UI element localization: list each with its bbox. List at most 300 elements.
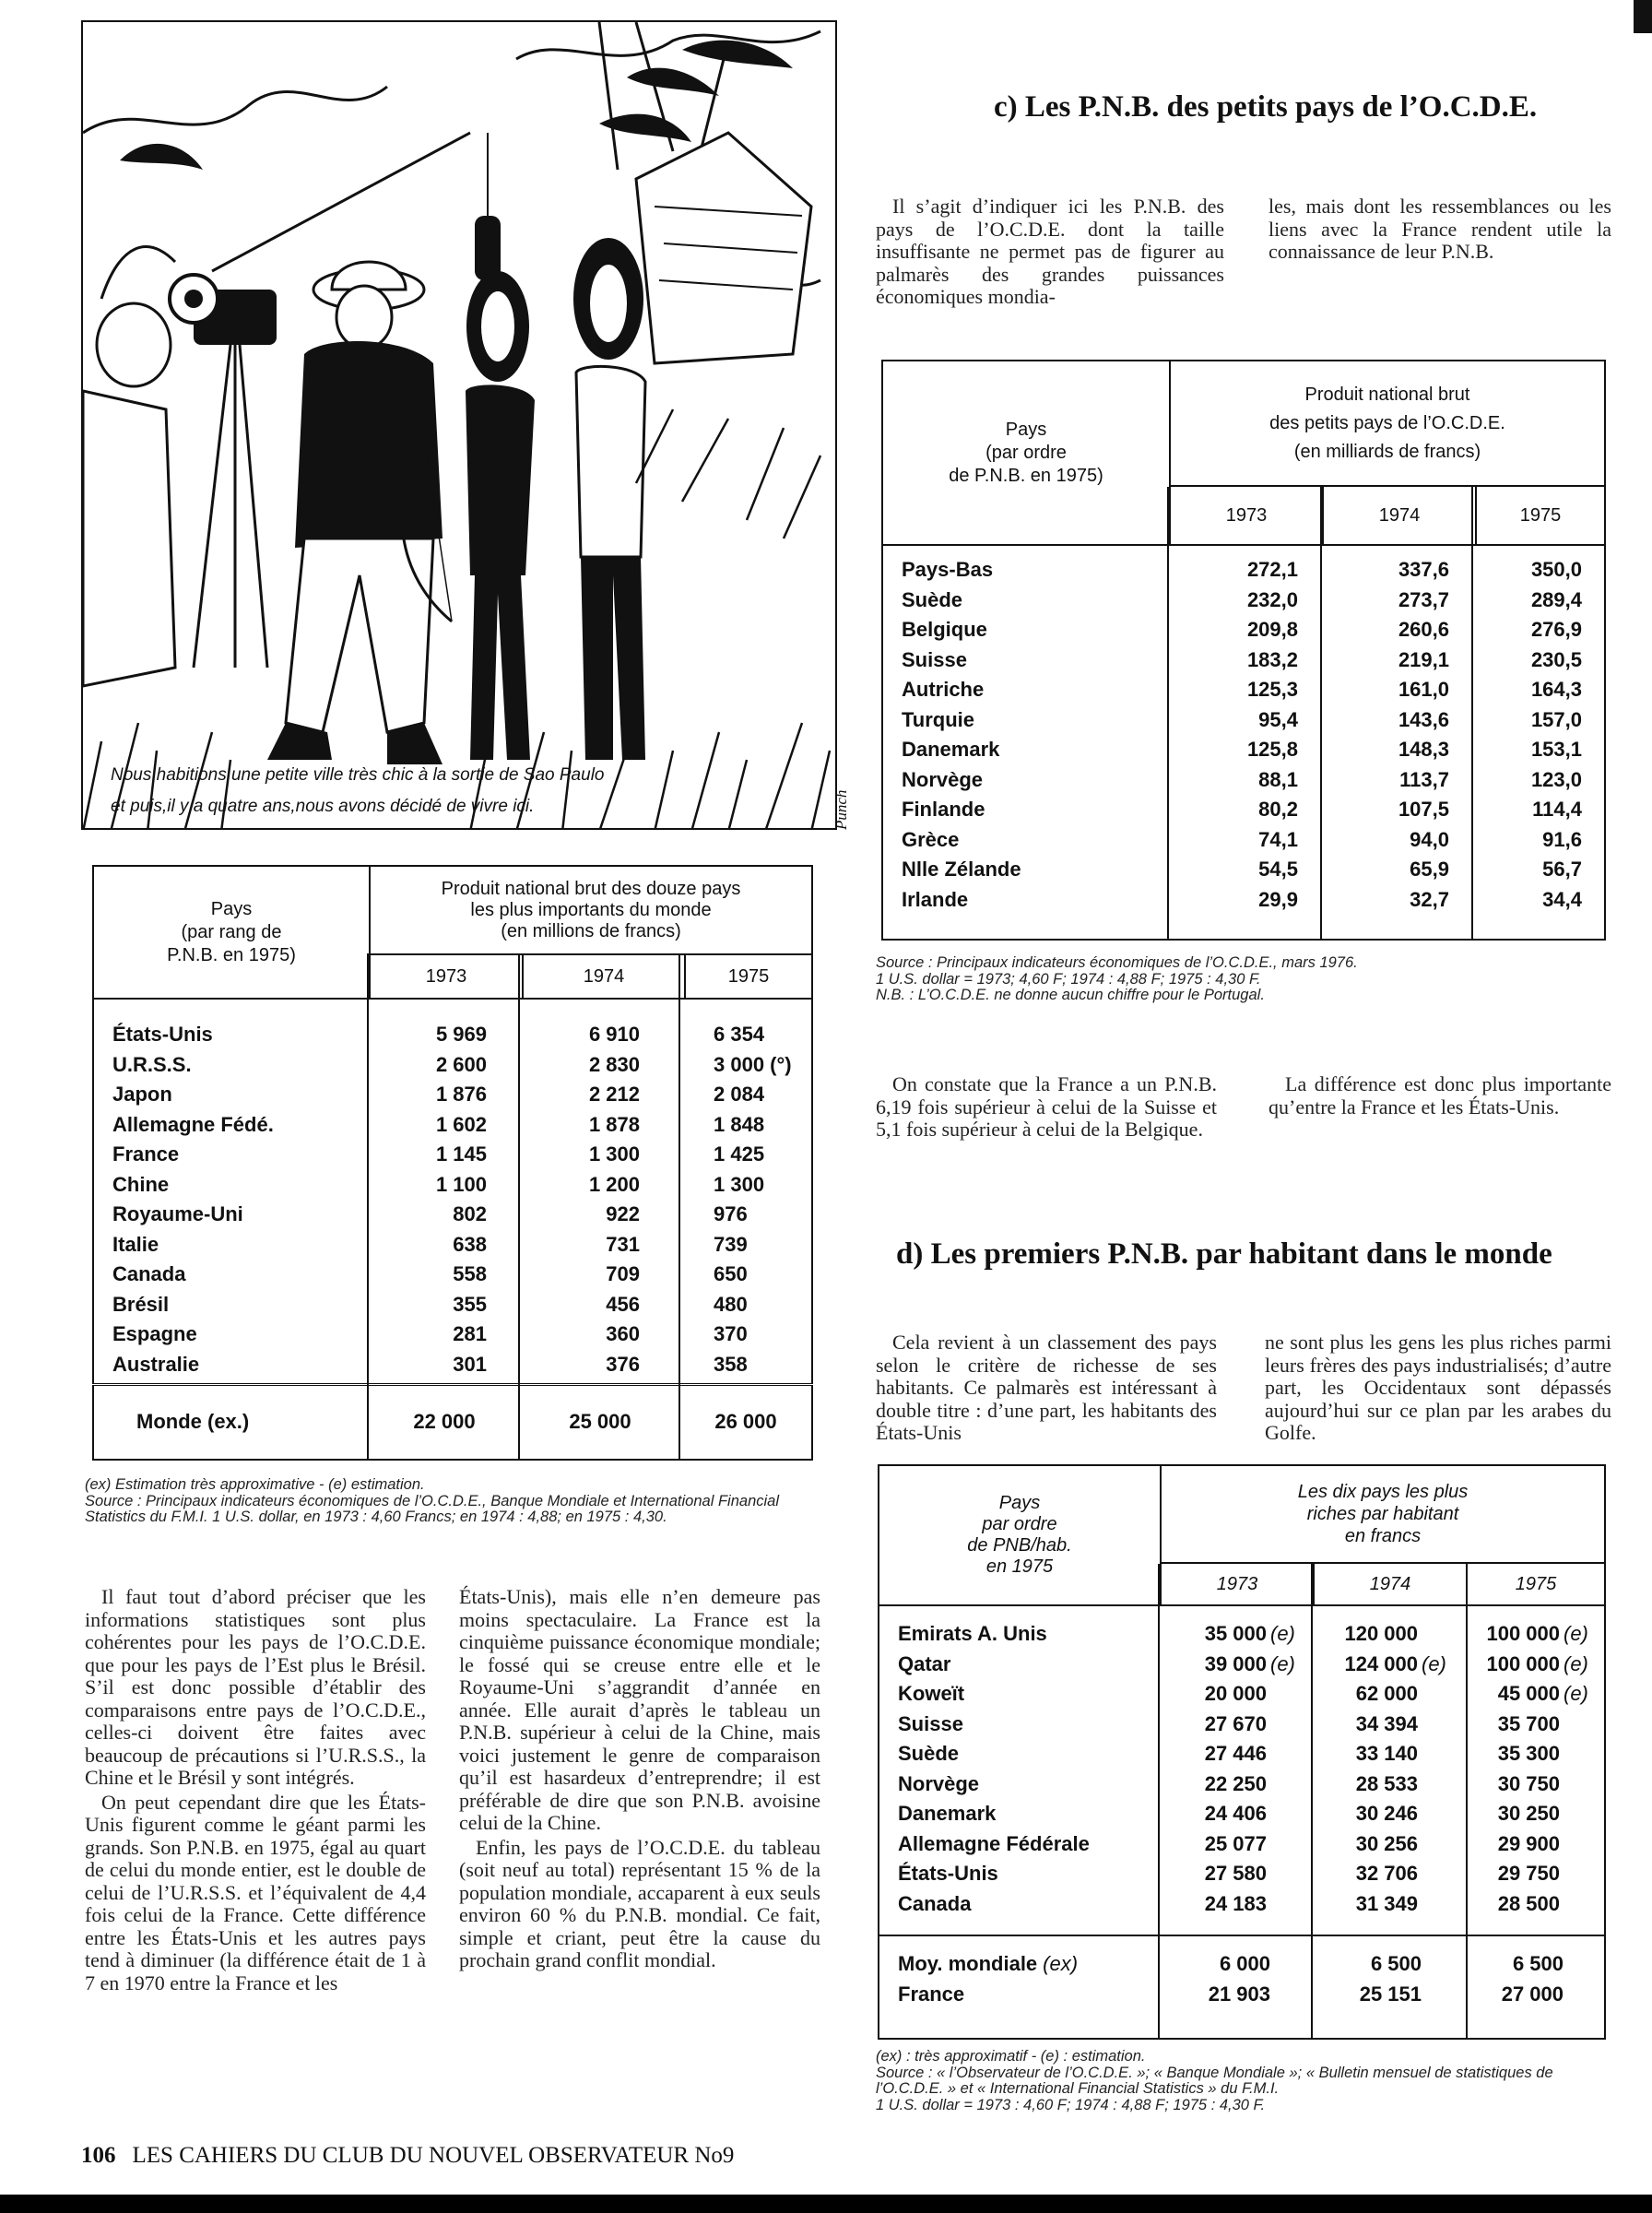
table-big-header-pays-line1: Pays	[210, 898, 253, 919]
table-big-header-pays-line3: P.N.B. en 1975)	[167, 944, 296, 965]
table-big-total-name: Monde (ex.)	[136, 1410, 250, 1433]
table-big-row	[94, 1230, 811, 1260]
scan-corner-mark	[1634, 0, 1652, 33]
section-c-intro-col1-text: Il s’agit d’indiquer ici les P.N.B. des pays de l’O.C.D.E. dont la taille insuffisante ne permet pas de figurer au palmarès des grandes puissances économiques mondia-	[876, 195, 1224, 308]
table-d-row	[879, 1679, 1604, 1710]
table-c-value-1973: 232,0	[1246, 587, 1298, 611]
section-c-heading: c) Les P.N.B. des petits pays de l’O.C.D.E.	[994, 90, 1538, 124]
table-c-value-1973: 29,9	[1258, 887, 1298, 911]
table-big-row	[94, 1260, 811, 1290]
table-d-row	[879, 1650, 1604, 1680]
table-c-row	[883, 705, 1604, 736]
table-c-header-title-line3: (en milliards de francs)	[1293, 441, 1481, 462]
table-c-value-1973: 88,1	[1258, 767, 1298, 791]
table-big-value-1973: 281	[453, 1322, 487, 1345]
table-d-estimate-1975: (e)	[1564, 1651, 1588, 1675]
table-c-value-1975: 289,4	[1530, 587, 1582, 611]
section-c-note-source: Source : Principaux indicateurs économiques de l’O.C.D.E., mars 1976.	[876, 954, 1358, 971]
table-d-value-1975	[1462, 1799, 1604, 1829]
table-big-value-1974: 456	[606, 1292, 640, 1316]
cartoon-caption-line2: et puis,il y a quatre ans,nous avons décidé de vivre ici.	[111, 797, 535, 816]
table-c-value-1973: 125,8	[1246, 738, 1298, 761]
table-c-value-1975: 34,4	[1542, 887, 1582, 911]
table-d-row	[879, 1859, 1604, 1889]
table-d-value-1974	[1311, 1889, 1462, 1920]
table-d-number-1973: 20 000	[1204, 1682, 1267, 1705]
table-d-header-title-line2: riches par habitant	[1306, 1504, 1459, 1524]
table-c-header-pays-line1: Pays	[1005, 419, 1047, 440]
table-big-header-pays	[93, 866, 370, 999]
table-c-value-1974: 32,7	[1410, 887, 1449, 911]
table-top12-gnp	[92, 865, 813, 1461]
table-c-row	[883, 765, 1604, 796]
table-c-value-1974: 107,5	[1398, 798, 1449, 821]
table-d-estimate-1973: (e)	[1270, 1622, 1295, 1645]
table-d-value-1974	[1311, 1859, 1462, 1889]
table-d-number-1973: 24 406	[1204, 1802, 1267, 1825]
table-big-row	[94, 1020, 811, 1050]
table-d-divider-3	[1466, 1564, 1468, 2040]
table-c-country: Finlande	[902, 798, 985, 821]
table-c-value-1974: 161,0	[1398, 678, 1449, 701]
table-d-number-1975: 35 300	[1497, 1742, 1560, 1765]
table-big-value-1975: 976	[714, 1202, 748, 1225]
table-c-value-1975: 114,4	[1532, 798, 1582, 821]
table-d-number-1975: 100 000	[1486, 1622, 1560, 1645]
table-d-number-1975: 100 000	[1486, 1651, 1560, 1675]
table-d-row	[879, 1889, 1604, 1920]
table-big-country: Australie	[112, 1352, 200, 1376]
table-c-row	[883, 855, 1604, 885]
table-c-country: Grèce	[902, 827, 960, 851]
table-big-value-1973: 1 876	[435, 1083, 487, 1106]
table-d-value-1975	[1462, 1679, 1604, 1710]
table-big-value-1975: 2 084	[714, 1083, 765, 1106]
table-c-value-1975: 123,0	[1530, 767, 1582, 791]
table-big-country: Brésil	[112, 1292, 170, 1316]
table-big-row	[94, 1050, 811, 1081]
table-big-value-1974: 1 200	[588, 1172, 640, 1196]
table-big-header-title-line3: (en millions de francs)	[501, 920, 681, 941]
table-big-divider-3	[678, 953, 680, 1461]
table-d-country: Emirats A. Unis	[898, 1622, 1047, 1645]
table-d-summary-rows	[879, 1949, 1604, 2009]
table-c-value-1974: 94,0	[1410, 827, 1449, 851]
table-big-country: U.R.S.S.	[112, 1052, 192, 1076]
table-d-body	[879, 1605, 1605, 1935]
table-d-summary-value-1973: 21 903	[1208, 1982, 1270, 2006]
table-d-number-1973: 35 000	[1204, 1622, 1267, 1645]
table-c-country: Danemark	[902, 738, 1000, 761]
table-d-summary-value-1975: 27 000	[1501, 1982, 1564, 2006]
table-big-total-row	[94, 1407, 811, 1438]
table-d-row	[879, 1769, 1604, 1800]
table-c-value-1973: 74,1	[1258, 827, 1298, 851]
table-c-value-1975: 157,0	[1530, 707, 1582, 731]
table-small-oecd-gnp	[881, 360, 1606, 941]
table-c-country: Pays-Bas	[902, 558, 994, 581]
table-d-value-1973	[1160, 1739, 1311, 1769]
table-big-value-1974: 360	[606, 1322, 640, 1345]
section-d-notes	[876, 2049, 1604, 2113]
table-d-row	[879, 1799, 1604, 1829]
table-d-summary-value-1975: 6 500	[1512, 1952, 1564, 1975]
table-big-header-pays-line2: (par rang de	[181, 921, 282, 942]
table-big-total-1973: 22 000	[413, 1410, 476, 1433]
table-c-value-1973: 125,3	[1246, 678, 1298, 701]
table-big-country: France	[112, 1142, 180, 1166]
section-c-note-nb: N.B. : L’O.C.D.E. ne donne aucun chiffre pour le Portugal.	[876, 987, 1265, 1003]
table-c-country: Turquie	[902, 707, 975, 731]
table-d-value-1975	[1462, 1889, 1604, 1920]
cartoon-caption-line1: Nous habitions une petite ville très chic à la sortie de Sao Paulo	[111, 765, 605, 785]
table-big-value-1975: 370	[714, 1322, 748, 1345]
table-d-number-1975: 45 000	[1497, 1682, 1560, 1705]
table-d-number-1974: 62 000	[1355, 1682, 1418, 1705]
table-c-value-1975: 153,1	[1530, 738, 1582, 761]
table-d-divider-2	[1311, 1564, 1313, 2040]
table-d-number-1974: 124 000	[1344, 1651, 1418, 1675]
table-c-value-1974: 143,6	[1398, 707, 1449, 731]
table-d-summary-value-1973: 6 000	[1219, 1952, 1270, 1975]
table-c-row	[883, 675, 1604, 705]
table-big-value-1974: 2 830	[588, 1052, 640, 1076]
table-c-header-title-line2: des petits pays de l’O.C.D.E.	[1269, 412, 1505, 433]
scan-bottom-edge	[0, 2195, 1652, 2213]
table-big-year-1975: 1975	[685, 954, 812, 999]
table-d-number-1975: 29 900	[1497, 1831, 1560, 1855]
table-big-value-1974: 2 212	[588, 1083, 640, 1106]
table-d-header-pays-line1: Pays	[998, 1493, 1041, 1513]
table-d-header-title-line1: Les dix pays les plus	[1297, 1482, 1469, 1502]
table-d-value-1975	[1462, 1619, 1604, 1650]
table-c-country: Suisse	[902, 647, 967, 671]
table-big-value-1974: 6 910	[588, 1023, 640, 1046]
table-d-number-1973: 27 580	[1204, 1862, 1267, 1885]
table-c-year-1975: 1975	[1476, 486, 1605, 545]
table-c-value-1974: 337,6	[1398, 558, 1449, 581]
table-big-country: Royaume-Uni	[112, 1202, 243, 1225]
section-d-heading: d) Les premiers P.N.B. par habitant dans le monde	[896, 1237, 1552, 1271]
table-d-value-1975	[1462, 1710, 1604, 1740]
table-big-header-title-line1: Produit national brut des douze pays	[441, 878, 741, 899]
table-d-country: Koweït	[898, 1682, 965, 1705]
table-d-number-1973: 27 670	[1204, 1711, 1267, 1735]
section-d-intro-col2	[1265, 1331, 1611, 1445]
table-d-value-1973	[1160, 1859, 1311, 1889]
table-big-value-1975: 480	[714, 1292, 748, 1316]
table-d-summary-suffix: (ex)	[1043, 1952, 1079, 1975]
table-big-divider-2	[518, 953, 520, 1461]
section-d-intro-col1	[876, 1331, 1217, 1445]
table-big-value-1974: 1 300	[588, 1142, 640, 1166]
table-big-country: Espagne	[112, 1322, 197, 1345]
section-c-note-dollar: 1 U.S. dollar = 1973; 4,60 F; 1974 : 4,88 F; 1975 : 4,30 F.	[876, 970, 1261, 988]
table-c-body	[882, 545, 1605, 940]
table-d-year-1973: 1973	[1161, 1563, 1314, 1605]
table-d-number-1974: 120 000	[1344, 1622, 1418, 1645]
big-table-note-source: Source : Principaux indicateurs économiques de l’O.C.D.E., Banque Mondiale et International Financial Statistics du F.M.I. 1 U.S. dollar, en 1973 : 4,60 Francs; en 1974 : 4,88; en 1975 : 4,30.	[85, 1492, 779, 1525]
section-d-note-source: Source : « l’Observateur de l’O.C.D.E. »; « Banque Mondiale »; « Bulletin mensuel de statistiques de l’O.C.D.E. » et « International Financial Statistics » du F.M.I.	[876, 2064, 1553, 2097]
table-big-row	[94, 1290, 811, 1320]
table-d-value-1975	[1462, 1769, 1604, 1800]
table-d-country: Danemark	[898, 1802, 997, 1825]
table-d-year-1974: 1974	[1314, 1563, 1467, 1605]
table-c-value-1973: 95,4	[1258, 707, 1298, 731]
table-big-value-1973: 802	[453, 1202, 487, 1225]
table-big-country: Canada	[112, 1262, 186, 1285]
table-c-row	[883, 615, 1604, 645]
table-c-value-1973: 80,2	[1258, 798, 1298, 821]
big-table-notes	[85, 1477, 822, 1526]
section-c-after-col1	[876, 1073, 1217, 1142]
table-big-value-1974: 922	[606, 1202, 640, 1225]
table-c-value-1975: 230,5	[1530, 647, 1582, 671]
table-d-country: États-Unis	[898, 1862, 998, 1885]
table-big-row	[94, 1080, 811, 1110]
table-d-value-1973	[1160, 1889, 1311, 1920]
table-d-value-1974	[1311, 1679, 1462, 1710]
table-big-value-1973: 301	[453, 1352, 487, 1376]
section-c-notes	[876, 955, 1576, 1004]
table-c-value-1973: 54,5	[1258, 858, 1298, 881]
table-c-country: Belgique	[902, 618, 987, 641]
table-d-value-1974	[1311, 1769, 1462, 1800]
table-c-value-1975: 56,7	[1542, 858, 1582, 881]
table-d-value-1973	[1160, 1650, 1311, 1680]
table-d-country: Allemagne Fédérale	[898, 1831, 1090, 1855]
table-big-value-1974: 376	[606, 1352, 640, 1376]
table-d-country: Canada	[898, 1891, 972, 1915]
table-c-year-1973: 1973	[1170, 486, 1323, 545]
table-big-value-1973: 1 100	[435, 1172, 487, 1196]
table-big-value-1973: 1 602	[435, 1112, 487, 1136]
table-d-number-1974: 28 533	[1355, 1771, 1418, 1795]
table-d-country: Qatar	[898, 1651, 951, 1675]
table-big-row	[94, 1140, 811, 1170]
page-footer	[81, 2143, 734, 2169]
table-d-estimate-1975: (e)	[1564, 1682, 1588, 1705]
table-c-country: Irlande	[902, 887, 969, 911]
section-d-note-dollar: 1 U.S. dollar = 1973 : 4,60 F; 1974 : 4,88 F; 1975 : 4,30 F.	[876, 2096, 1266, 2113]
table-d-summary-name-cell	[879, 1949, 1160, 1980]
table-c-country: Norvège	[902, 767, 984, 791]
table-c-header-pays	[882, 361, 1170, 545]
table-d-summary-value-1974: 25 151	[1359, 1982, 1422, 2006]
table-d-header-pays	[879, 1465, 1161, 1605]
table-d-summary-name-cell	[879, 1980, 1160, 2010]
table-d-number-1975: 30 750	[1497, 1771, 1560, 1795]
table-d-header-pays-line3: de PNB/hab.	[967, 1535, 1072, 1556]
table-c-country: Suède	[902, 587, 963, 611]
table-c-value-1974: 65,9	[1410, 858, 1449, 881]
section-d-intro-col1-text: Cela revient à un classement des pays selon le critère de richesse de ses habitants. Ce palmarès est intéressant à double titre : d’une part, les habitants des États-Unis	[876, 1331, 1217, 1444]
section-c-after-col2-text: La différence est donc plus importante qu’entre la France et les États-Unis.	[1268, 1072, 1611, 1118]
section-d-intro-col2-text: ne sont plus les gens les plus riches parmi leurs frères des pays industrialisés; d’autre part, les Occidentaux sont dépassés aujourd’hui sur ce plan par les arabes du Golfe.	[1265, 1331, 1611, 1444]
table-d-divider-1	[1158, 1564, 1160, 2040]
table-c-country: Autriche	[902, 678, 985, 701]
table-c-row	[883, 645, 1604, 676]
table-c-year-1974: 1974	[1323, 486, 1476, 545]
table-c-header-title-line1: Produit national brut	[1304, 384, 1470, 405]
table-big-row	[94, 1110, 811, 1141]
table-c-country: Nlle Zélande	[902, 858, 1021, 881]
table-big-total-1974: 25 000	[569, 1410, 631, 1433]
table-d-country: Norvège	[898, 1771, 980, 1795]
left-text-col1-p1: Il faut tout d’abord préciser que les informations statistiques sont plus cohérentes pour les pays de l’O.C.D.E. que pour les pays de l’Est plus le Brésil. S’il est donc possible d’établir des comparaisons entre pays de l’O.C.D.E., celles-ci doivent être faites avec beaucoup de précautions si l’U.R.S.S., la Chine et le Brésil y sont intégrés.	[85, 1585, 426, 1789]
table-big-total	[93, 1384, 812, 1460]
table-d-number-1975: 35 700	[1497, 1711, 1560, 1735]
table-d-estimate-1975: (e)	[1564, 1622, 1588, 1645]
table-d-value-1974	[1311, 1650, 1462, 1680]
table-big-value-1975: 1 848	[714, 1112, 765, 1136]
table-d-value-1973	[1160, 1769, 1311, 1800]
table-d-value-1974	[1311, 1710, 1462, 1740]
table-big-value-1974: 1 878	[588, 1112, 640, 1136]
table-c-rows	[883, 555, 1604, 915]
table-big-country: États-Unis	[112, 1023, 213, 1046]
table-big-row	[94, 1200, 811, 1230]
table-d-number-1974: 32 706	[1355, 1862, 1418, 1885]
table-d-summary-value-1974: 6 500	[1370, 1952, 1422, 1975]
table-c-value-1975: 276,9	[1530, 618, 1582, 641]
publication-title: LES CAHIERS DU CLUB DU NOUVEL OBSERVATEUR No9	[132, 2143, 735, 2168]
table-c-value-1975: 164,3	[1530, 678, 1582, 701]
table-big-header-title-line2: les plus importants du monde	[470, 899, 712, 920]
table-big-value-1975: 1 300	[714, 1172, 765, 1196]
table-big-value-1973: 1 145	[435, 1142, 487, 1166]
table-c-value-1973: 209,8	[1246, 618, 1298, 641]
table-d-summary-name: France	[898, 1982, 965, 2006]
table-d-value-1975	[1462, 1650, 1604, 1680]
table-d-value-1974	[1311, 1829, 1462, 1860]
table-big-row	[94, 1170, 811, 1201]
table-d-value-1975	[1462, 1739, 1604, 1769]
table-d-number-1974: 30 256	[1355, 1831, 1418, 1855]
table-d-row	[879, 1739, 1604, 1769]
table-c-value-1974: 260,6	[1398, 618, 1449, 641]
table-big-country: Italie	[112, 1232, 159, 1256]
page-number: 106	[81, 2143, 116, 2168]
section-c-intro-col2	[1268, 195, 1611, 264]
table-big-total-row-item	[94, 1407, 811, 1438]
table-d-row	[879, 1619, 1604, 1650]
table-c-header-pays-line2: (par ordre	[985, 442, 1067, 463]
table-c-row	[883, 586, 1604, 616]
section-c-after-col2	[1268, 1073, 1611, 1118]
table-d-estimate-1974: (e)	[1422, 1651, 1446, 1675]
table-d-rows	[879, 1619, 1604, 1919]
table-big-row	[94, 1320, 811, 1350]
table-big-divider-1	[367, 953, 369, 1461]
table-d-number-1974: 30 246	[1355, 1802, 1418, 1825]
table-big-value-1973: 355	[453, 1292, 487, 1316]
table-d-value-1973	[1160, 1710, 1311, 1740]
cartoon-drawing	[83, 22, 837, 830]
table-d-summary-row	[879, 1949, 1604, 1980]
table-c-value-1974: 113,7	[1399, 767, 1449, 791]
table-big-value-1975: 1 425	[714, 1142, 765, 1166]
table-big-value-1974: 731	[606, 1232, 640, 1256]
table-d-value-1974	[1311, 1799, 1462, 1829]
table-c-value-1975: 91,6	[1542, 827, 1582, 851]
table-d-value-1975	[1462, 1859, 1604, 1889]
table-big-country: Allemagne Fédé.	[112, 1112, 274, 1136]
table-big-country: Chine	[112, 1172, 170, 1196]
table-d-number-1973: 24 183	[1204, 1891, 1267, 1915]
big-table-note-ex: (ex) Estimation très approximative - (e) estimation.	[85, 1476, 425, 1493]
table-c-divider-1	[1167, 487, 1169, 941]
table-big-country: Japon	[112, 1083, 172, 1106]
table-big-year-1974: 1974	[523, 954, 685, 999]
table-c-header-title	[1170, 361, 1605, 486]
table-big-value-1975: 6 354	[714, 1023, 765, 1046]
left-text-col1	[85, 1586, 426, 1994]
table-d-estimate-1973: (e)	[1270, 1651, 1295, 1675]
table-gnp-per-capita	[878, 1464, 1606, 2040]
table-c-value-1974: 148,3	[1398, 738, 1449, 761]
table-c-value-1975: 350,0	[1530, 558, 1582, 581]
section-c-intro-col2-text: les, mais dont les ressemblances ou les liens avec la France rendent utile la connaissance de leur P.N.B.	[1268, 195, 1611, 263]
table-d-number-1975: 29 750	[1497, 1862, 1560, 1885]
table-big-value-1973: 638	[453, 1232, 487, 1256]
table-c-row	[883, 825, 1604, 856]
table-d-country: Suède	[898, 1742, 960, 1765]
table-c-row	[883, 795, 1604, 825]
table-d-country: Suisse	[898, 1711, 963, 1735]
section-c-after-col1-text: On constate que la France a un P.N.B. 6,19 fois supérieur à celui de la Suisse et 5,1 fois supérieur à celui de la Belgique.	[876, 1072, 1217, 1141]
table-d-number-1974: 34 394	[1355, 1711, 1418, 1735]
section-c-intro-col1	[876, 195, 1224, 309]
table-big-value-1975: 3 000 (°)	[714, 1052, 792, 1076]
table-d-year-1975: 1975	[1467, 1563, 1605, 1605]
table-d-number-1974: 33 140	[1355, 1742, 1418, 1765]
table-d-summary-name: Moy. mondiale	[898, 1952, 1038, 1975]
cartoon-illustration	[81, 20, 837, 830]
table-c-row	[883, 885, 1604, 916]
table-d-header-title	[1161, 1465, 1605, 1563]
table-c-row	[883, 555, 1604, 586]
table-big-value-1975: 650	[714, 1262, 748, 1285]
table-d-value-1974	[1311, 1739, 1462, 1769]
table-d-number-1973: 25 077	[1204, 1831, 1267, 1855]
table-c-divider-3	[1471, 487, 1473, 941]
table-d-number-1974: 31 349	[1355, 1891, 1418, 1915]
table-d-number-1973: 22 250	[1204, 1771, 1267, 1795]
table-big-year-1973: 1973	[370, 954, 523, 999]
table-d-summary-row	[879, 1980, 1604, 2010]
table-d-summary	[879, 1935, 1605, 2039]
table-d-value-1973	[1160, 1679, 1311, 1710]
table-d-number-1975: 30 250	[1497, 1802, 1560, 1825]
table-big-value-1975: 739	[714, 1232, 748, 1256]
table-d-header-pays-line4: en 1975	[985, 1556, 1054, 1577]
table-d-value-1975	[1462, 1829, 1604, 1860]
table-big-value-1973: 5 969	[435, 1023, 487, 1046]
table-big-value-1975: 358	[714, 1352, 748, 1376]
table-d-value-1974	[1311, 1619, 1462, 1650]
table-d-value-1973	[1160, 1619, 1311, 1650]
table-big-row	[94, 1350, 811, 1380]
table-big-total-1975: 26 000	[714, 1410, 777, 1433]
table-d-number-1973: 27 446	[1204, 1742, 1267, 1765]
left-text-col2-p2: Enfin, les pays de l’O.C.D.E. du tableau (soit neuf au total) représentant 15 % de la population mondiale, accaparent à eux seuls environ 60 % du P.N.B. mondial. Ce fait, simple et criant, peut être la cause du prochain grand conflit mondial.	[459, 1835, 820, 1971]
table-c-value-1973: 272,1	[1246, 558, 1298, 581]
table-c-value-1974: 273,7	[1398, 587, 1449, 611]
table-c-value-1973: 183,2	[1246, 647, 1298, 671]
table-d-row	[879, 1829, 1604, 1860]
table-d-value-1973	[1160, 1829, 1311, 1860]
